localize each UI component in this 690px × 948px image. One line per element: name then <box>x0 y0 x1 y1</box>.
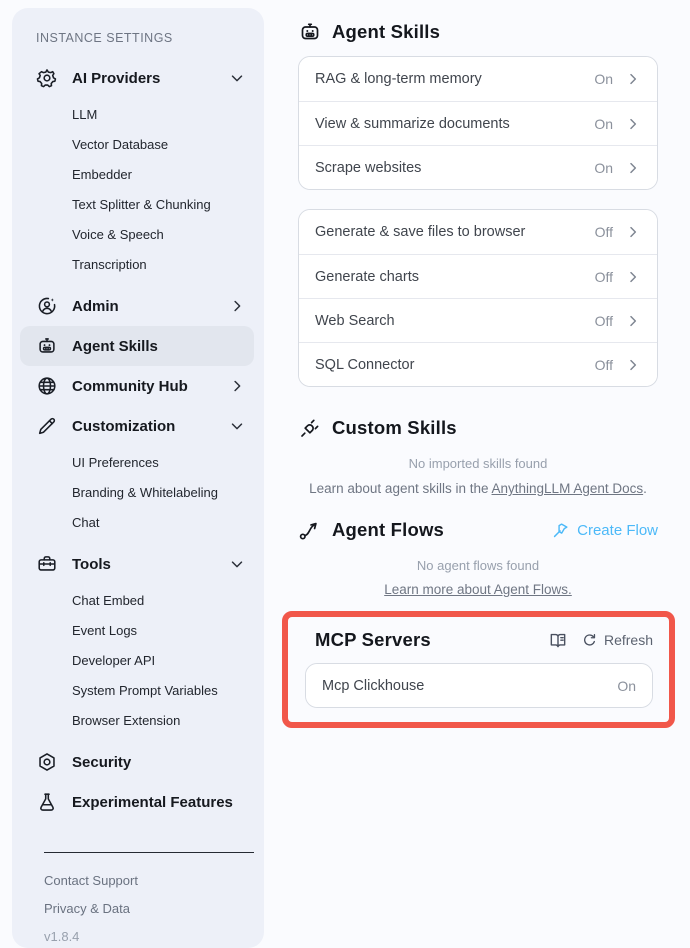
status-badge: On <box>594 159 613 176</box>
skill-row-web-search[interactable]: Web Search Off <box>299 298 657 342</box>
custom-skills-empty-text: No imported skills found <box>408 456 548 471</box>
sidebar-item-experimental-features[interactable] <box>20 782 254 822</box>
skill-row-generate-charts[interactable]: Generate charts Off <box>299 254 657 298</box>
page-title: Agent Skills <box>332 21 441 42</box>
sidebar-item-label: Community Hub <box>72 377 188 395</box>
sidebar-item-label: Agent Skills <box>72 337 158 355</box>
section-title: Agent Flows <box>332 519 445 540</box>
sidebar-subitem-event-logs[interactable]: Event Logs <box>72 623 138 638</box>
chevron-right-icon <box>625 224 641 240</box>
skill-row-scrape-websites[interactable]: Scrape websites On <box>299 145 657 189</box>
sidebar-subitem-llm[interactable]: LLM <box>72 107 98 122</box>
toolbox-icon <box>36 553 58 575</box>
sidebar-item-label: AI Providers <box>72 69 161 87</box>
chevron-right-icon <box>625 313 641 329</box>
hex-nut-icon <box>36 751 58 773</box>
status-badge: Off <box>594 224 613 240</box>
robot-icon <box>298 20 322 44</box>
privacy-data-link[interactable]: Privacy & Data <box>44 901 130 916</box>
agent-flows-learn-line <box>298 582 658 597</box>
sidebar-subitem-text-splitter[interactable]: Text Splitter & Chunking <box>72 197 211 212</box>
chevron-down-icon <box>228 69 246 87</box>
section-title: MCP Servers <box>315 629 431 650</box>
docs-book-icon[interactable] <box>548 630 568 650</box>
ai-providers-sublist <box>12 100 264 280</box>
sidebar-item-tools[interactable] <box>20 544 254 584</box>
sidebar-subitem-chat[interactable]: Chat <box>72 515 100 530</box>
sidebar-subitem-ui-preferences[interactable]: UI Preferences <box>72 455 159 470</box>
contact-support-link[interactable]: Contact Support <box>44 873 138 888</box>
status-badge: On <box>594 115 613 132</box>
gear-icon <box>36 67 58 89</box>
sidebar-subitem-system-prompt-variables[interactable]: System Prompt Variables <box>72 683 218 698</box>
status-badge: Off <box>594 356 613 373</box>
sidebar-subitem-developer-api[interactable]: Developer API <box>72 653 156 668</box>
sidebar-item-label: Customization <box>72 417 176 435</box>
sidebar-item-ai-providers[interactable] <box>20 58 254 98</box>
custom-skills-docs-line: Learn about agent skills in the AnythingLLM Agent Docs. <box>309 481 647 496</box>
tools-sublist <box>12 586 264 736</box>
customization-sublist <box>12 448 264 538</box>
skill-row-generate-save-files[interactable]: Generate & save files to browser Off <box>299 210 657 254</box>
admin-user-icon <box>36 295 58 317</box>
sidebar-subitem-browser-extension[interactable]: Browser Extension <box>72 713 181 728</box>
agent-flows-empty-text: No agent flows found <box>416 558 540 573</box>
agent-docs-link[interactable]: AnythingLLM Agent Docs <box>491 481 644 496</box>
default-skills-card <box>298 56 658 190</box>
optional-skills-card <box>298 209 658 387</box>
globe-icon <box>36 375 58 397</box>
chevron-right-icon <box>625 116 641 132</box>
sidebar-item-label: Tools <box>72 555 111 573</box>
status-badge: Off <box>594 268 613 285</box>
sidebar-item-agent-skills[interactable] <box>20 326 254 366</box>
create-flow-icon <box>551 521 570 540</box>
refresh-icon <box>581 632 598 649</box>
sidebar-item-customization[interactable] <box>20 406 254 446</box>
sidebar-item-admin[interactable] <box>20 286 254 326</box>
skill-row-sql-connector[interactable]: SQL Connector Off <box>299 342 657 386</box>
skill-row-view-summarize[interactable]: View & summarize documents On <box>299 101 657 145</box>
pencil-icon <box>36 415 58 437</box>
sidebar-item-label: Security <box>72 753 132 771</box>
custom-skills-header <box>298 416 658 440</box>
chevron-right-icon <box>625 357 641 373</box>
chevron-down-icon <box>228 555 246 573</box>
sidebar-item-label: Experimental Features <box>72 793 233 811</box>
sidebar-subitem-transcription[interactable]: Transcription <box>72 257 147 272</box>
status-badge: On <box>594 71 613 87</box>
sidebar-footer <box>44 873 264 944</box>
sidebar-subitem-voice-speech[interactable]: Voice & Speech <box>72 227 164 242</box>
refresh-button[interactable] <box>581 632 653 649</box>
chevron-right-icon <box>228 297 246 315</box>
plug-icon <box>298 416 322 440</box>
sidebar-subitem-vector-database[interactable]: Vector Database <box>72 137 169 152</box>
sidebar-subitem-branding[interactable]: Branding & Whitelabeling <box>72 485 218 500</box>
agent-skills-page <box>298 0 658 728</box>
chevron-right-icon <box>228 377 246 395</box>
app-version: v1.8.4 <box>44 929 80 944</box>
mcp-server-row-clickhouse[interactable]: Mcp Clickhouse On <box>306 664 652 707</box>
status-badge: On <box>617 677 636 694</box>
create-flow-button[interactable] <box>551 521 658 540</box>
sidebar-item-community-hub[interactable] <box>20 366 254 406</box>
flask-icon <box>36 791 58 813</box>
section-title: Custom Skills <box>332 417 457 438</box>
instance-settings-sidebar <box>12 8 264 948</box>
chevron-right-icon <box>625 269 641 285</box>
flow-icon <box>298 518 322 542</box>
status-badge: Off <box>594 312 613 329</box>
sidebar-subitem-embedder[interactable]: Embedder <box>72 167 132 182</box>
highlight-box-mcp-servers <box>282 611 675 728</box>
skill-row-rag-memory[interactable]: RAG & long-term memory On <box>299 57 657 101</box>
agent-skills-header <box>298 20 658 44</box>
learn-agent-flows-link[interactable]: Learn more about Agent Flows. <box>384 582 572 597</box>
refresh-label: Refresh <box>603 632 653 648</box>
sidebar-divider <box>44 852 254 853</box>
agent-flows-header <box>298 518 658 542</box>
sidebar-item-security[interactable] <box>20 742 254 782</box>
mcp-servers-header <box>305 629 653 651</box>
chevron-right-icon <box>625 71 641 87</box>
robot-icon <box>36 335 58 357</box>
create-flow-label: Create Flow <box>577 521 658 539</box>
chevron-right-icon <box>625 160 641 176</box>
sidebar-subitem-chat-embed[interactable]: Chat Embed <box>72 593 145 608</box>
mcp-servers-card <box>305 663 653 708</box>
chevron-down-icon <box>228 417 246 435</box>
sidebar-title: INSTANCE SETTINGS <box>36 31 173 45</box>
sidebar-item-label: Admin <box>72 297 119 315</box>
